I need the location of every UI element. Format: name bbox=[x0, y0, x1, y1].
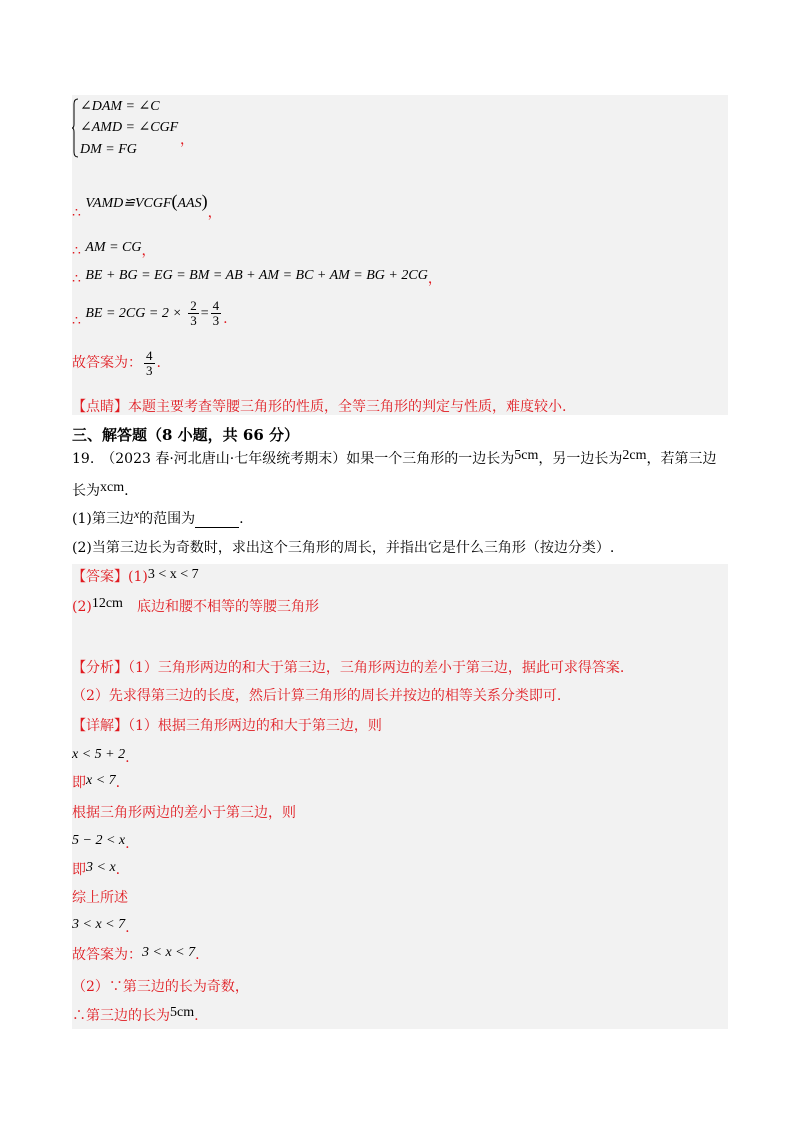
part-1-variable: x bbox=[133, 507, 140, 521]
detail-expr-1 bbox=[72, 745, 130, 764]
therefore-symbol: ∴ bbox=[72, 271, 81, 287]
final-inequality: 3 < x < 7 bbox=[142, 945, 196, 960]
detail-expr-5 bbox=[72, 915, 130, 934]
detail-line-7: （2）∵第三边的长为奇数， bbox=[72, 979, 249, 995]
question-19-text-e: . bbox=[124, 483, 129, 499]
comment-line bbox=[72, 398, 566, 416]
comment-text: 本题主要考查等腰三角形的性质，全等三角形的判定与性质，难度较小. bbox=[128, 399, 567, 415]
congruence-paren-close: ) bbox=[201, 191, 208, 211]
question-19-text-c: ，若第三边 bbox=[646, 451, 717, 467]
answer-2-value: 12cm bbox=[91, 596, 123, 611]
therefore-symbol: ∴ bbox=[72, 205, 81, 221]
congruence-paren-open: ( bbox=[171, 191, 178, 211]
question-19-text-b: ，另一边长为 bbox=[538, 451, 623, 467]
detail-line-3: 根据三角形两边的差小于第三边，则 bbox=[72, 805, 296, 821]
answer-2-text: 底边和腰不相等的等腰三角形 bbox=[136, 599, 319, 615]
fraction-four-thirds: $\frac{4}{3}$ bbox=[212, 297, 220, 328]
detail-expr-3-tail: . bbox=[125, 836, 130, 852]
congruence-tail: ， bbox=[207, 205, 222, 221]
detail-expr-5-tail: . bbox=[125, 920, 130, 936]
am-cg-line bbox=[72, 238, 155, 257]
detail-tag: 【详解】 bbox=[72, 718, 128, 734]
analysis-text-1: （1）三角形两边的和大于第三边，三角形两边的差小于第三边，据此可求得答案. bbox=[128, 660, 625, 676]
length-2cm: 2cm bbox=[622, 448, 647, 463]
inequality-x-lt-7: x < 7 bbox=[86, 773, 116, 788]
congruence-expr: VAMD≌VCGF bbox=[85, 196, 172, 211]
previous-answer-line bbox=[72, 346, 161, 380]
third-side-length: 5cm bbox=[170, 1005, 195, 1020]
detail-text-6: 故答案为： bbox=[72, 947, 142, 963]
question-19-text-a: 19. （2023 春·河北唐山·七年级统考期末）如果一个三角形的一边长为 bbox=[72, 451, 515, 467]
part-1-text-c: . bbox=[239, 511, 244, 527]
fraction-answer: $\frac{4}{3}$ bbox=[146, 347, 153, 378]
inequality-3-lt-x-lt-7: 3 < x < 7 bbox=[72, 917, 126, 932]
section-heading: 三、解答题（8 小题，共 66 分） bbox=[72, 426, 299, 444]
previous-answer-tail: . bbox=[156, 355, 161, 371]
solution-block-top bbox=[72, 95, 728, 415]
cases-tail: ， bbox=[180, 132, 194, 148]
case-line-3: DM = FG bbox=[80, 142, 137, 157]
detail-expr-6-tail: . bbox=[195, 947, 200, 963]
length-5cm: 5cm bbox=[514, 448, 539, 463]
case-line-2: ∠AMD = ∠CGF bbox=[80, 120, 179, 135]
question-19-line-1 bbox=[72, 450, 716, 469]
fraction-two-thirds: $\frac{2}{3}$ bbox=[190, 297, 197, 328]
comment-tag: 【点睛】 bbox=[72, 399, 128, 415]
inequality-3-lt-x: 3 < x bbox=[86, 860, 116, 875]
inequality-5-minus-2-lt-x: 5 − 2 < x bbox=[72, 833, 126, 848]
detail-expr-3 bbox=[72, 831, 130, 850]
cases-brace bbox=[72, 98, 78, 158]
detail-line-1 bbox=[72, 717, 382, 735]
detail-expr-2 bbox=[72, 774, 120, 793]
answer-1-expr: 3 < x < 7 bbox=[147, 567, 199, 582]
part-1-text-a: (1)第三边 bbox=[72, 511, 134, 527]
length-xcm: xcm bbox=[100, 480, 125, 495]
previous-answer-label: 故答案为： bbox=[72, 355, 142, 371]
detail-expr-4 bbox=[72, 861, 120, 880]
therefore-symbol: ∴ bbox=[72, 313, 81, 329]
detail-text-4: 即 bbox=[72, 862, 86, 878]
detail-expr-4-tail: . bbox=[115, 862, 121, 878]
analysis-line-1 bbox=[72, 659, 624, 677]
answer-line-1 bbox=[72, 568, 199, 587]
be-chain-line bbox=[72, 266, 442, 285]
case-line-1: ∠DAM = ∠C bbox=[80, 99, 160, 114]
detail-expr-6 bbox=[72, 946, 200, 965]
am-cg-tail: ， bbox=[141, 243, 156, 259]
answer-tag: 【答案】 bbox=[72, 569, 128, 585]
therefore-symbol: ∴ bbox=[72, 243, 81, 259]
detail-expr-8 bbox=[72, 1007, 199, 1026]
be-value-line bbox=[72, 297, 228, 330]
question-19-part-2: (2)当第三边长为奇数时，求出这个三角形的周长，并指出它是什么三角形（按边分类）. bbox=[72, 540, 615, 556]
be-value-tail: . bbox=[223, 311, 228, 327]
detail-text-2: 即 bbox=[72, 775, 86, 791]
detail-text-1: （1）根据三角形两边的和大于第三边，则 bbox=[128, 718, 382, 734]
question-19-part-1 bbox=[72, 507, 244, 528]
analysis-tag: 【分析】 bbox=[72, 660, 128, 676]
detail-text-8: ∴第三边的长为 bbox=[72, 1008, 170, 1024]
detail-expr-1-tail: . bbox=[125, 750, 130, 766]
be-chain-tail: ， bbox=[427, 271, 442, 287]
am-cg-expr: AM = CG bbox=[85, 240, 142, 255]
answer-line-2 bbox=[72, 598, 319, 617]
answer-1-label: (1) bbox=[128, 569, 148, 585]
detail-expr-2-tail: . bbox=[115, 775, 121, 791]
detail-expr-8-tail: . bbox=[194, 1008, 199, 1024]
question-19-text-d: 长为 bbox=[72, 483, 100, 499]
detail-line-5: 综上所述 bbox=[72, 890, 128, 906]
equals-sign: = bbox=[200, 306, 209, 321]
part-1-text-b: 的范围为 bbox=[139, 511, 196, 527]
analysis-line-2: （2）先求得第三边的长度，然后计算三角形的周长并按边的相等关系分类即可. bbox=[72, 688, 562, 704]
be-value-expr: BE = 2CG = 2 × bbox=[85, 306, 182, 321]
congruence-line bbox=[72, 191, 222, 221]
inequality-x-lt-5-plus-2: x < 5 + 2 bbox=[72, 747, 126, 762]
question-19-line-2 bbox=[72, 482, 129, 501]
be-chain-expr: BE + BG = EG = BM = AB + AM = BC + AM = BG + 2CG bbox=[85, 268, 428, 283]
answer-2-label: (2) bbox=[72, 599, 92, 615]
answer-blank bbox=[195, 513, 239, 528]
congruence-reason: AAS bbox=[177, 196, 202, 211]
